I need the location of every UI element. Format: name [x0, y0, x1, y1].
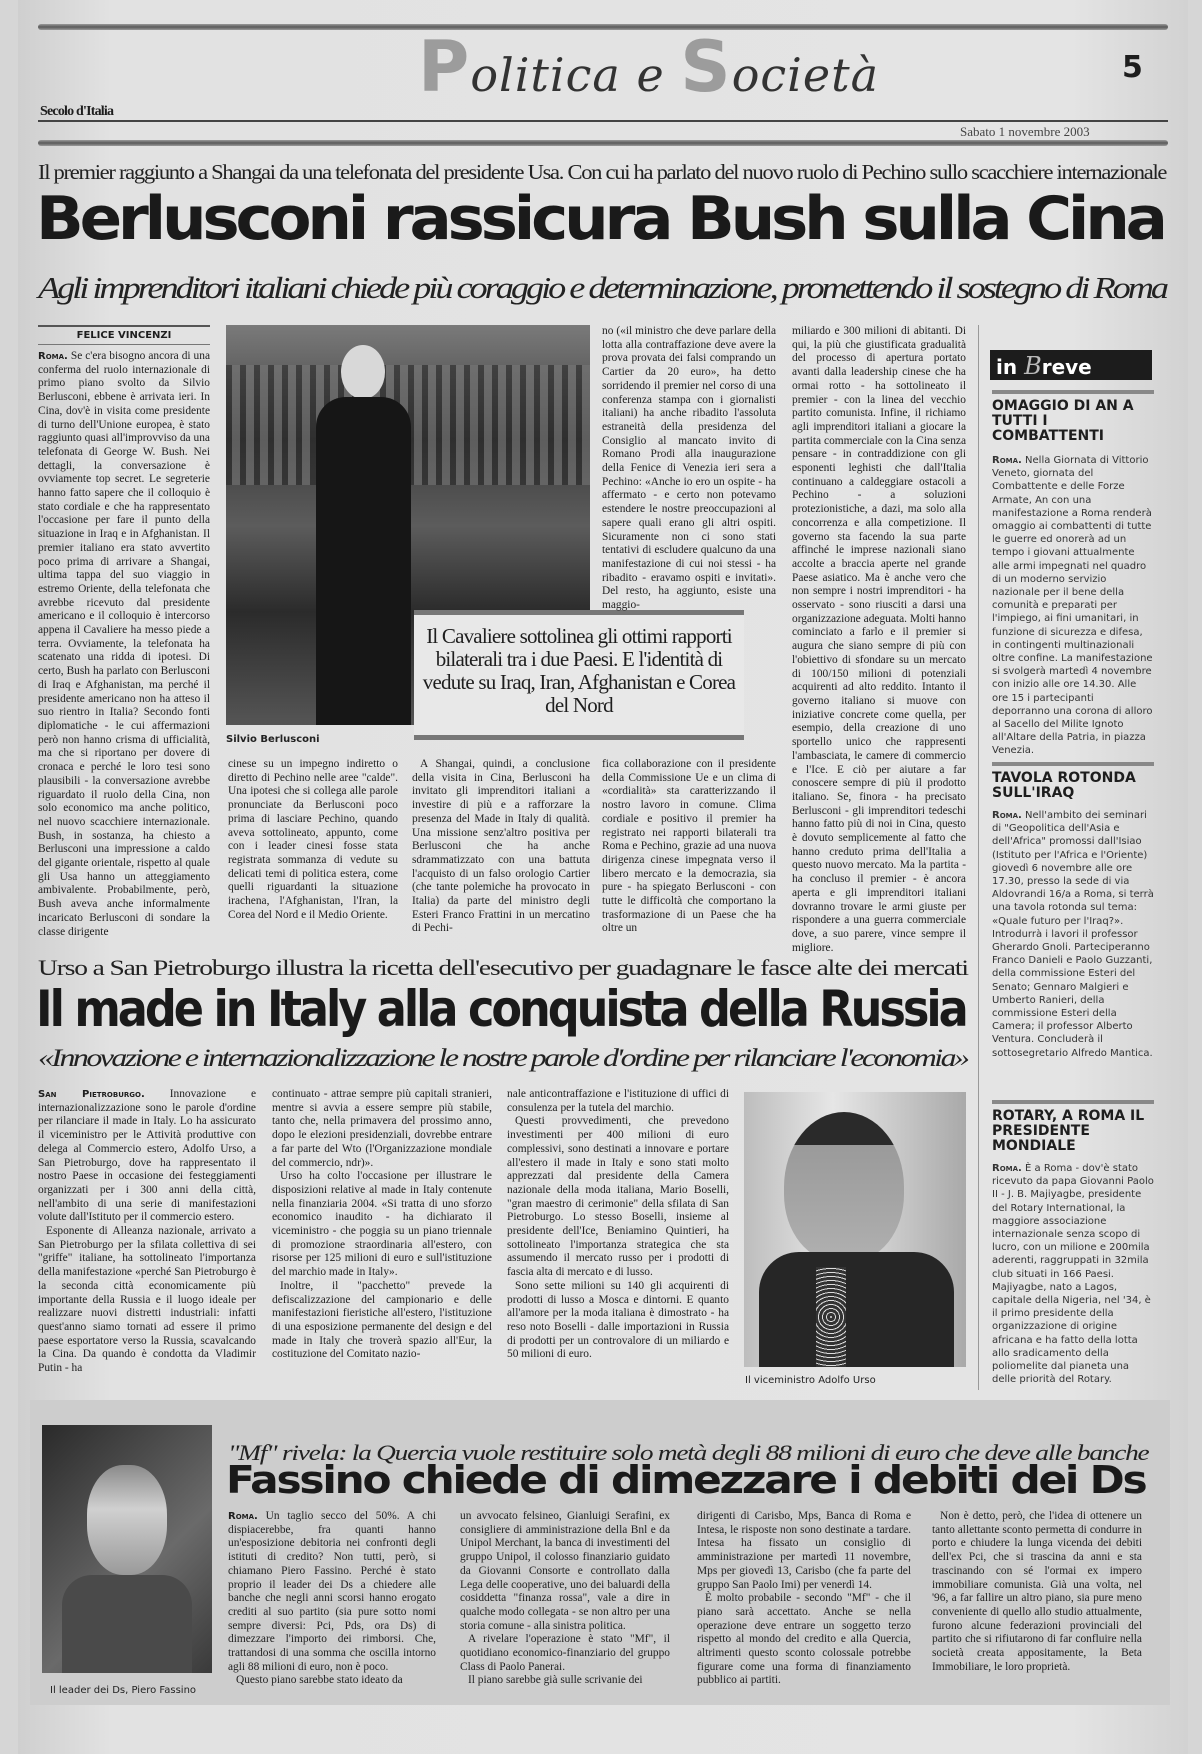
- section-title-part1: olitica e: [470, 48, 681, 102]
- column-text: Esponente di Alleanza nazionale, arrivato a San Pietroburgo per la sfilata collettiva di sei "griffe" italiane, ha sottolineato l'importanza della manifestazione «perché San Pietroburgo è la seconda città economicamente più importante della Russia e il luogo ideale per realizzare nuovi distretti industriali: infatti quest'anno siamo tornati ad essere il primo paese esportatore verso la Russia, scavalcando la Cina. Da quando è condotta da Vladimir Putin - ha: [38, 1225, 256, 1375]
- article-kicker: Urso a San Pietroburgo illustra la ricetta dell'esecutivo per guadagnare le fasce alte dei mercati: [38, 955, 968, 980]
- person-head: [784, 1112, 904, 1262]
- person-head: [87, 1465, 167, 1575]
- column-text: nale anticontraffazione e l'istituzione di uffici di consulenza per la tutela del marchio.: [507, 1088, 729, 1114]
- column-text: È molto probabile - secondo "Mf" - che il piano sarà accettato. Anche se nella operazione deve entrare un soggetto terzo rispetto al mondo del credito e alla Quercia, altrimenti questo sconto colossale potrebbe figurare come una forma di finanziamento pubblico ai partiti.: [697, 1592, 911, 1687]
- column-text: Non è detto, però, che l'idea di ottenere un tanto allettante sconto permetta di condurre in porto e chiudere la lunga vicenda dei debiti dell'ex Pci, che si trascina da anni e sta trascinando con sé l'ormai ex impero immobiliare comunista. Già una volta, nel '96, a far fallire un altro piano, sia pure meno conveniente di quello allo studio attualmente, furono alcune federazioni provinciali del partito che si rifiutarono di far confluire nella società creata appositamente, la Beta Immobiliare, le loro proprietà.: [932, 1510, 1142, 1673]
- brief-title: ROTARY, A ROMA IL PRESIDENTE MONDIALE: [992, 1100, 1154, 1154]
- column-text: Questo piano sarebbe stato ideato da: [236, 1674, 403, 1687]
- fassino-photo: [42, 1425, 212, 1673]
- article-column-2: [272, 1088, 492, 1380]
- column-text: fica collaborazione con il presidente della Commissione Ue e un clima di «cordialità» sta caratterizzando il nostro lavoro in comune. Clima cordiale e positivo il premier ha registrato nei rapporti bilaterali tra Roma e Pechino, grazie ad una nuova dirigenza cinese impegnata verso il libero mercato e la democrazia, sia pure - ha spiegato Berlusconi - con tutte le difficoltà che comportano la trasformazione di un Paese che ha oltre un: [602, 758, 776, 935]
- article-kicker: Il premier raggiunto a Shangai da una telefonata del presidente Usa. Con cui ha parlato del nuovo ruolo di Pechino sullo scacchiere internazionale: [38, 160, 1167, 184]
- person-suit: [759, 1252, 954, 1367]
- logo-cap: B: [1024, 352, 1042, 380]
- brief-item: [992, 390, 1154, 757]
- column-text: continuato - attrae sempre più capitali stranieri, mentre si avvia a essere sempre più stabile, tanto che, nella primavera del prossimo anno, dopo le elezioni presidenziali, dovrebbe entrare a far parte del Wto (l'Organizzazione mondiale del commercio, ndr)».: [272, 1088, 492, 1169]
- dateline: Roma.: [992, 455, 1022, 466]
- dateline: Roma.: [38, 351, 68, 362]
- article-column-3: [697, 1510, 911, 1700]
- person-shoulders: [62, 1575, 192, 1673]
- bottom-rule: [38, 140, 1168, 146]
- photo-caption: Il leader dei Ds, Piero Fassino: [50, 1685, 197, 1696]
- berlusconi-photo-lower: [226, 612, 414, 725]
- brief-text: Nell'ambito dei seminari di "Geopolitica dell'Asia e dell'Africa" promossi dall'Isiao (Istituto per l'Africa e l'Oriente) giovedì 6 novembre alle ore 17.30, presso la sede di via Aldovrandi 16/a a Roma, si terrà una tavola rotonda sul tema: «Quale futuro per l'Iraq?». Introdurrà i lavori il professor Gherardo Gnoli. Parteciperanno Franco Danieli e Paolo Guzzanti, della commissione Esteri del Senato; Gennaro Malgieri e Umberto Ranieri, della commissione Esteri della Camera; il professor Alberto Ventura. Concluderà il sottosegretario Alfredo Mantica.: [992, 810, 1154, 1059]
- article-headline: Fassino chiede di dimezzare i debiti dei Ds: [226, 1458, 1146, 1502]
- masthead-rule: [38, 120, 1168, 122]
- dateline: Roma.: [992, 810, 1022, 821]
- section-title: [418, 26, 879, 108]
- photo-caption: Silvio Berlusconi: [226, 734, 320, 745]
- column-text: miliardo e 300 milioni di abitanti. Di qui, la più che giustificata gradualità del processo di apertura portato avanti dalla leadership cinese che ha ormai rotto - ha sottolineato il premier - con la linea del vecchio partito comunista. Infine, il richiamo agli imprenditori italiani a giocare la partita commerciale con la Cina senza pensare - in contraddizione con gli esponenti leghisti che dall'Italia continuano a caldeggiare ostacoli a Pechino - a soluzioni protezionistiche, a dazi, ma solo alla concorrenza e alla competizione. Il governo sta facendo la sua parte affinché le imprese nazionali siano accolte a braccia aperte nel grande Paese asiatico. Ma è anche vero che non sempre i nostri imprenditori - ha osservato - sono riusciti a darsi una organizzazione adeguata. Molti hanno cominciato a farlo e il premier si augura che siano sempre di più con l'obiettivo di sfondare su un mercato di 100/150 milioni di potenziali acquirenti ad alto reddito. Intanto il governo italiano si muove con iniziative concrete come quella, per esempio, della creazione di uno sportello unico che rappresenti l'ambasciata, le camere di commercio e l'Ice. E ciò per aiutare a far conoscere sempre di più il prodotto italiano. Se, finora - ha precisato Berlusconi - gli imprenditori tedeschi hanno fatto più di noi in Cina, questo è dovuto semplicemente al fatto che hanno creduto prima dell'Italia a questo nuovo mercato. Ma la partita - ha concluso il premier - è ancora aperta e gli imprenditori italiani dovranno trovare le armi giuste per rispondere a una guerra commerciale dove, a suo parere, vince sempre il migliore.: [792, 325, 966, 954]
- article-subhead: «Innovazione e internazionalizzazione le nostre parole d'ordine per rilanciare l'economia»: [38, 1045, 968, 1072]
- pull-quote: Il Cavaliere sottolinea gli ottimi rapporti bilaterali tra i due Paesi. E l'identità di vedute su Iraq, Iran, Afghanistan e Corea del Nord: [414, 610, 744, 740]
- in-breve-logo: [990, 350, 1152, 380]
- article-kicker: "Mf" rivela: la Quercia vuole restituire solo metà degli 88 milioni di euro che deve alle banche: [228, 1440, 1149, 1465]
- section-title-part2: ocietà: [731, 48, 880, 102]
- article-column-1: [38, 1088, 256, 1380]
- brief-item: [992, 762, 1154, 1077]
- column-text: cinese su un impegno indiretto o diretto di Pechino nelle aree "calde". Una ipotesi che si collega alle parole pronunciate da Berlusconi poco prima di lasciare Pechino, quando aveva sottolineato, appunto, come con i leader cinesi fosse stata registrata sommanza di vedute su delicati temi di politica estera, come quelli riguardanti la situazione irachena, l'Afghanistan, l'Iran, la Corea del Nord e il Medio Oriente.: [228, 758, 398, 921]
- column-text: un avvocato felsineo, Gianluigi Serafini, ex consigliere di amministrazione della Bnl e da Unipol Merchant, la banca di investimenti del gruppo Unipol, il colosso finanziario guidato da Giovanni Consorte e controllato dalla Lega delle cooperative, uno dei baluardi della cosiddetta "finanza rossa", vale a dire in qualche modo collegata - se non altro per una storia comune - alla sinistra politica.: [460, 1510, 670, 1632]
- article-headline: Il made in Italy alla conquista della Russia: [36, 980, 966, 1038]
- article-column-5: [792, 325, 966, 960]
- issue-date: Sabato 1 novembre 2003: [960, 124, 1090, 139]
- paper-name: Secolo d'Italia: [40, 104, 114, 119]
- column-text: Se c'era bisogno ancora di una conferma del ruolo internazionale di primo piano svolto da Silvio Berlusconi, ebbene è arrivata ieri. In Cina, dov'è in visita come presidente di turno dell'Unione europea, è stato raggiunto quasi all'improvviso da una telefonata di George W. Bush. Nei dettagli, la conversazione è ovviamente top secret. Le segreterie hanno fatto sapere che il colloquio è stato cordiale e che ha rappresentato l'occasione per fare il punto della situazione in Iraq e in Afghanistan. Il premier italiano era stato avvertito poco prima di arrivare a Shangai, ultima tappa del suo viaggio in estremo Oriente, della telefonata che avrebbe ricevuto dal presidente americano e il colloquio è intercorso appena il Cavaliere ha messo piede a terra. Ovviamente, la telefonata ha scatenato una ridda di ipotesi. Di certo, Bush ha parlato con Berlusconi di Iraq e Afghanistan, ma perché il presidente americano non ha atteso il suo rientro in Italia? Secondo fonti diplomatiche - le cui affermazioni però non hanno crisma di ufficialità, ma che si riportano per dovere di cronaca e perché le loro tesi sono plausibili - la conversazione avrebbe riguardato il ruolo della Cina, non solo economico ma anche politico, nel nuovo scacchiere internazionale. Bush, in sostanza, ha chiesto a Berlusconi una impressione a caldo del gigante orientale, rispetto al quale gli Usa hanno un atteggiamento ambivalente. Probabilmente, però, Bush aveva anche informalmente incaricato Berlusconi di sondare la classe dirigente: [38, 350, 211, 938]
- berlusconi-photo: [226, 325, 590, 612]
- article-column-1: [38, 350, 210, 960]
- column-text: A rivelare l'operazione è stato "Mf", il quotidiano economico-finanziario del gruppo Class di Paolo Panerai.: [460, 1633, 670, 1673]
- byline: FELICE VINCENZI: [38, 325, 210, 345]
- person-suit: [316, 397, 411, 612]
- article-column-3: [412, 758, 590, 958]
- person-tie: [816, 1267, 846, 1367]
- column-text: Inoltre, il "pacchetto" prevede la defiscalizzazione del campionario e delle manifestazioni fieristiche all'estero, l'istituzione di una esposizione permanente del design e del made in Italy che troverà spazio all'Eur, la costituzione del Comitato nazio-: [272, 1279, 492, 1361]
- column-text: A Shangai, quindi, a conclusione della visita in Cina, Berlusconi ha invitato gli imprenditori italiani a investire di più e a rafforzare la presenza del Made in Italy di qualità. Una missione senz'altro positiva per Berlusconi che ha anche sdrammatizzato con una battuta l'acquisto di un falso orologio Cartier (che tante polemiche ha provocato in Italia) da parte del ministro degli Esteri Franco Frattini in un mercatino di Pechi-: [412, 758, 590, 935]
- article-column-2: [460, 1510, 670, 1700]
- section-initial-p: P: [418, 26, 471, 108]
- brief-title: OMAGGIO DI AN A TUTTI I COMBATTENTI: [992, 390, 1154, 444]
- page-number: 5: [1122, 50, 1143, 85]
- person-suit-lower: [316, 612, 411, 725]
- article-subhead: Agli imprenditori italiani chiede più coraggio e determinazione, promettendo il sostegno di Roma: [38, 270, 1166, 305]
- brief-text: Nella Giornata di Vittorio Veneto, giornata del Combattente e delle Forze Armate, An con una manifestazione a Roma renderà omaggio ai combattenti di tutte le guerre ed onorerà ad un tempo i giovani attualmente alle armi impegnati nel quadro di un moderno servizio nazionale per il bene della comunità e preparati per l'impiego, ai fini umanitari, in funzione di sicurezza e difesa, in contingenti multinazionali oltre confine. La manifestazione si svolgerà martedì 4 novembre con inizio alle ore 14.30. Alle ore 15 i partecipanti deporranno una corona di alloro al Sacello del Milite Ignoto all'Altare della Patria, in piazza Venezia.: [992, 455, 1153, 757]
- column-text: Innovazione e internazionalizzazione sono le parole d'ordine per rilanciare il made in Italy. Lo ha assicurato il viceministro per le Attività produttive con delega al Commercio estero, Adolfo Urso, a San Pietroburgo, dove ha rappresentato il nostro Paese in occasione dei festeggiamenti organizzati per i 300 anni della città, nell'ambito di una serie di manifestazioni volute dall'Istituto per il commercio estero.: [38, 1088, 256, 1224]
- brief-item: [992, 1100, 1154, 1402]
- logo-in: in: [996, 355, 1018, 379]
- column-text: Urso ha colto l'occasione per illustrare le disposizioni relative al made in Italy contenute nella finanziaria 2004. «Si tratta di uno sforzo economico inaudito - ha dichiarato il viceministro - che poggia su un piano triennale di promozione straordinaria all'estero, con risorse per 125 milioni di euro e sull'istituzione del marchio made in Italy».: [272, 1170, 492, 1279]
- brief-text: È a Roma - dov'è stato ricevuto da papa Giovanni Paolo II - J. B. Majiyagbe, presidente del Rotary International, la maggiore associazione internazionale senza scopo di lucro, con un milione e 200mila aderenti, raggruppati in 32mila club situati in 166 Paesi. Majiyagbe, nato a Lagos, capitale della Nigeria, nel '34, è il primo presidente della organizzazione di origine africana e ha fatto della lotta allo sradicamento della poliomelite dal pianeta una delle priorità del Rotary.: [992, 1163, 1154, 1386]
- column-text: dirigenti di Carisbo, Mps, Banca di Roma e Intesa, le risposte non sono destinate a tardare. Intesa ha fissato un consiglio di amministrazione per martedì 11 novembre, Mps per giovedì 13, Carisbo (che fa parte del gruppo San Paolo Imi) per venerdì 14.: [697, 1510, 911, 1591]
- dateline: San Pietroburgo.: [38, 1089, 145, 1100]
- column-text: Sono sette milioni su 140 gli acquirenti di prodotti di lusso a Mosca e dintorni. E quanto all'amore per la moda italiana è dimostrato - ha reso noto Boselli - dalle importazioni in Russia di prodotti per un controvalore di un miliardo e 50 milioni di euro.: [507, 1279, 729, 1361]
- article-column-4-bottom: [602, 758, 776, 958]
- column-text: no («il ministro che deve parlare della lotta alla contraffazione deve avere la prova provata dei falsi comprando un Cartier da 20 euro», ha detto sorridendo il premier nel corso di una conferenza stampa con i giornalisti italiani) ha anche ribadito l'assoluta estraneità della presidenza del Consiglio al mancato invito di Romano Prodi alla inaugurazione della Fenice di Venezia ieri sera a Pechino: «Anche io ero un ospite - ha affermato - e certo non potevamo estendere le nostre preoccupazioni al sapere quali erano gli altri ospiti. Sicuramente non ci sono stati tentativi di escludere qualcuno da una manifestazione di cui noi stessi - ha ribadito - eravamo ospiti e invitati». Del resto, ha aggiunto, esiste una maggio-: [602, 325, 776, 612]
- article-column-4-top: [602, 325, 776, 612]
- logo-rest: reve: [1041, 355, 1092, 379]
- article-column-2: [228, 758, 398, 958]
- article-headline: Berlusconi rassicura Bush sulla Cina: [36, 184, 1164, 254]
- column-text: Il piano sarebbe già sulle scrivanie dei: [468, 1674, 643, 1687]
- article-column-1: [228, 1510, 436, 1700]
- dateline: Roma.: [228, 1511, 258, 1522]
- person-head: [341, 345, 385, 399]
- column-text: Questi provvedimenti, che prevedono investimenti per 400 milioni di euro complessivi, sono destinati a innovare e portare all'estero il made in Italy e sono stati molto apprezzati dal presidente della Camera nazionale della moda italiana, Mario Boselli, "gran maestro di cerimonie" della sfilata di San Pietroburgo. Lo stesso Boselli, insieme al presidente dell'Ice, Beniamino Quintieri, ha sottolineato l'importanza strategica che sta assumendo il mercato russo per i prodotti di fascia alta di mercato e di lusso.: [507, 1115, 729, 1279]
- photo-caption: Il viceministro Adolfo Urso: [745, 1375, 876, 1386]
- urso-photo: [744, 1092, 966, 1367]
- article-column-4: [932, 1510, 1142, 1700]
- article-column-3: [507, 1088, 729, 1380]
- dateline: Roma.: [992, 1163, 1022, 1174]
- section-initial-s: S: [680, 26, 732, 108]
- sidebar-divider: [978, 325, 979, 1390]
- brief-title: TAVOLA ROTONDA SULL'IRAQ: [992, 762, 1154, 801]
- column-text: Un taglio secco del 50%. A chi dispiacerebbe, fra quanti hanno un'esposizione debitoria nei confronti degli istituti di credito? Non tutti, però, si chiamano Piero Fassino. Perché è stato proprio il leader dei Ds a chiedere alle banche che negli anni scorsi hanno erogato crediti al suo partito (sia pure sotto nomi sempre diversi: Pci, Pds, ora Ds) di dimezzare l'importo dei rimborsi. Che, trattandosi di una somma che oscilla intorno agli 88 milioni di euro, non è poco.: [228, 1510, 436, 1673]
